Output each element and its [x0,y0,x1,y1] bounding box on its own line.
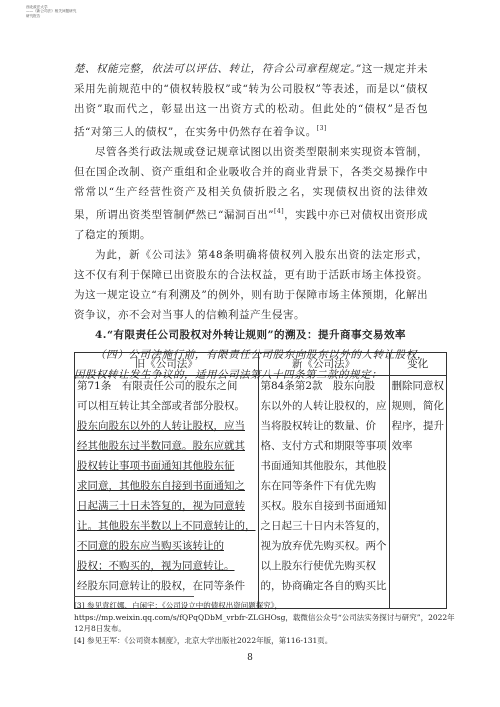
old-law-cell [75,376,259,609]
paragraph-text: ，实践中亦已对债权出资形成了稳定的预期。 [74,209,428,241]
cell-line: 经股东同意转让的股权，在同等条件 [77,580,245,592]
quoted-interpretation: （四）公司法施行前，有限责任公司股东向股东以外的人转让股权，因股权转让发生争议的，适用公司法第八十四条第二款的规定： [74,349,428,381]
footnote-3-link[interactable]: https://mp.weixin.qq.com/s/fQPqQDbM_vrbfr-ZLGHOsg，载微信公众号“公司法实务探讨与研究”，2022年 [74,612,455,622]
cell-line: 不同意的股东应当购买该转让的 [77,540,224,552]
cell-line: 股东向股东以外的人转让股权，应当 [77,420,245,432]
cell-line: 效率 [391,440,413,452]
change-cell [389,376,447,609]
cell-line: 求同意，其他股东自接到书面通知之 [77,480,245,492]
column-header-old-law: 旧《公司法》 [75,353,259,376]
page-number: 8 [247,653,253,663]
footnote-divider [74,596,194,597]
header-line: ——《新公司法》相关问题研究 [26,9,77,14]
paragraph-debt-contribution [74,59,428,142]
quoted-provision: 楚、权能完整，依法可以评估、转让，符合公司章程规定。” [74,63,362,75]
cell-line: 格、支付方式和期限等事项 [260,440,387,452]
footnote-3-cont: 12月8日发布。 [74,624,126,633]
column-header-new-law: 新《公司法》 [258,353,389,376]
table-row [75,376,447,609]
footnote-ref[interactable]: [3] [316,125,327,132]
cell-line: 经其他股东过半数同意。股东应就其 [77,440,245,452]
cell-line: 书面通知其他股东，其他股 [260,460,387,472]
cell-line: 让。其他股东半数以上不同意转让的， [77,520,256,532]
comparison-table [74,352,447,609]
section-heading: 4.“有限责任公司股权对外转让规则”的溯及：提升商事交易效率 [95,329,407,341]
footnote-3: [3] 参见袁红娜、白闲宇：《公司设立中的债权出资问题探究》， [74,601,283,610]
paragraph-article-48: 为此，新《公司法》第48条明确将债权列入股东出资的法定形式，这不仅有利于保障已出资股东的合法权益，更有助于活跃市场主体投资。为这一规定设立“有利溯及”的例外，则有助于保障市场主体预期，化解出资争议，亦不会对当事人的信赖利益产生侵害。 [74,249,428,321]
new-law-cell [258,376,389,609]
cell-line: 删除同意权 [391,380,444,392]
cell-line: 当将股权转让的数量、价 [260,420,376,432]
cell-line: 以上股东行使优先购买权 [260,560,376,572]
running-header [26,5,76,18]
footnote-ref[interactable]: [4] [274,208,285,215]
cell-line: 之日起三十日内未答复的， [260,520,387,532]
cell-line: 的，协商确定各自的购买比 [260,580,387,592]
body-text [74,59,428,385]
cell-line: 东在同等条件下有优先购 [260,480,376,492]
cell-line: 买权。股东自接到书面通知 [260,500,387,512]
footnote-4: [4] 参见王军：《公司资本制度》，北京大学出版社2022年版，第116-131页。 [74,635,333,645]
cell-line: 第84条第2款 股东向股 [260,380,376,392]
cell-line: 可以相互转让其全部或者部分股权。 [77,400,245,412]
cell-line: 程序，提升 [391,420,444,432]
cell-line: 视为放弃优先购买权。两个 [260,540,387,552]
header-line: 西北政法大学 [26,5,48,9]
table-header-row [75,353,447,376]
cell-line: 东以外的人转让股权的，应 [260,400,387,412]
footnotes [74,600,455,646]
cell-line: 股权转让事项书面通知其他股东征 [77,460,235,472]
cell-line: 第71条 有限责任公司的股东之间 [77,380,238,392]
cell-line: 日起满三十日未答复的，视为同意转 [77,500,245,512]
cell-line: 规则，简化 [391,400,444,412]
paragraph-regulation [74,142,428,245]
cell-line: 股权；不购买的，视为同意转让。 [77,560,235,572]
header-line: 研究报告 [26,13,41,18]
column-header-change: 变化 [389,353,447,376]
paragraph-text: 这一规定并未采用先前规范中的“债权转股权”或“转为公司股权”等表述，而是以“债权出资”取而代之，彰显出这一出资方式的松动。但此处的“债权”是否包括“对第三人的债权”，在实务中仍然存在着争议。 [74,63,428,138]
paragraph-text: 尽管各类行政法规或登记规章试图以出资类型限制来实现资本管制，但在国企改制、资产重组和企业吸收合并的商业背景下，各类交易操作中常常以“生产经营性资产及相关负债折股之名，实现债权出资的法律效果，所谓出资类型管制俨然已“漏洞百出” [74,146,428,221]
